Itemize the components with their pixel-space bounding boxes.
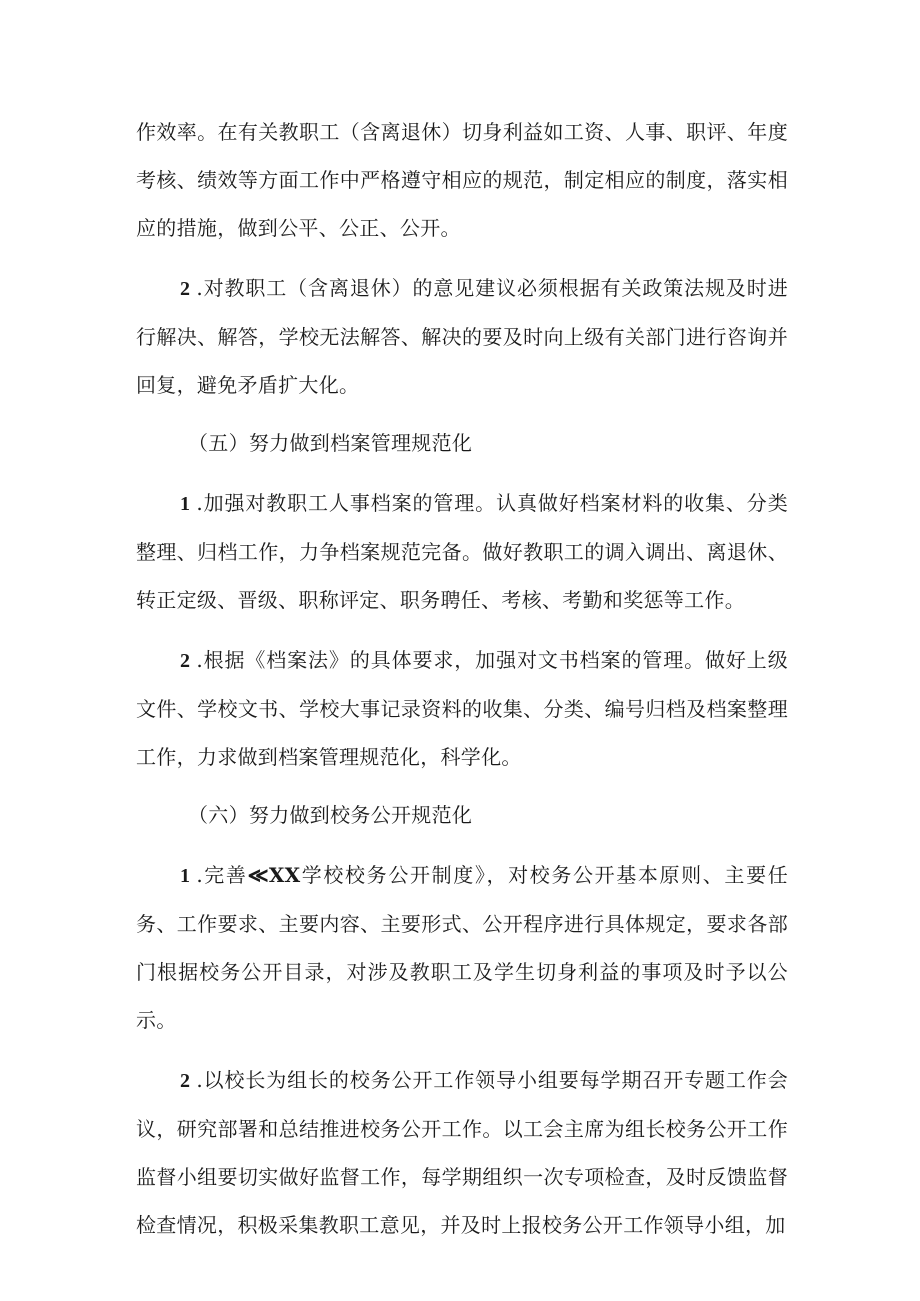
item-number: 1 [180, 493, 191, 515]
list-item [136, 264, 788, 409]
heading-text: （五）努力做到档案管理规范化 [188, 431, 473, 455]
paragraph-text: 学校校务公开制度》，对校务公开基本原则、主要任务、工作要求、主要内容、主要形式、公开程序进行具体规定，要求各部门根据校务公开目录，对涉及教职工及学生切身利益的事项及时予以公示。 [136, 863, 788, 1032]
paragraph-text: .根据《档案法》的具体要求，加强对文书档案的管理。做好上级文件、学校文书、学校大事记录资料的收集、分类、编号归档及档案整理工作，力求做到档案管理规范化，科学化。 [136, 648, 788, 769]
paragraph-text-prefix: .完善 [196, 863, 248, 887]
list-item [136, 1056, 788, 1249]
paragraph-text: 作效率。在有关教职工（含离退休）切身利益如工资、人事、职评、年度考核、绩效等方面工作中严格遵守相应的规范，制定相应的制度，落实相应的措施，做到公平、公正、公开。 [136, 120, 788, 240]
paragraph-continuation [136, 108, 788, 252]
section-heading-6 [136, 791, 788, 839]
list-item [136, 479, 788, 624]
section-heading-5 [136, 419, 788, 467]
item-number: 2 [180, 650, 191, 672]
item-number: 2 [180, 1070, 191, 1092]
heading-text: （六）努力做到校务公开规范化 [188, 803, 473, 827]
document-body [136, 108, 788, 1249]
item-number: 2 [180, 278, 191, 300]
paragraph-text: .加强对教职工人事档案的管理。认真做好档案材料的收集、分类整理、归档工作，力争档案规范完备。做好教职工的调入调出、离退休、转正定级、晋级、职称评定、职务聘任、考核、考勤和奖惩等工作。 [136, 491, 788, 612]
list-item [136, 636, 788, 781]
paragraph-text: .以校长为组长的校务公开工作领导小组要每学期召开专题工作会议，研究部署和总结推进校务公开工作。以工会主席为组长校务公开工作监督小组要切实做好监督工作，每学期组织一次专项检查，及时反馈监督检查情况，积极采集教职工意见，并及时上报校务公开工作领导小组，加 [136, 1068, 788, 1237]
paragraph-text-bold: ≪XX [247, 863, 301, 887]
item-number: 1 [180, 865, 191, 887]
paragraph-text: .对教职工（含离退休）的意见建议必须根据有关政策法规及时进行解决、解答，学校无法解答、解决的要及时向上级有关部门进行咨询并回复，避免矛盾扩大化。 [136, 276, 788, 397]
list-item [136, 851, 788, 1044]
